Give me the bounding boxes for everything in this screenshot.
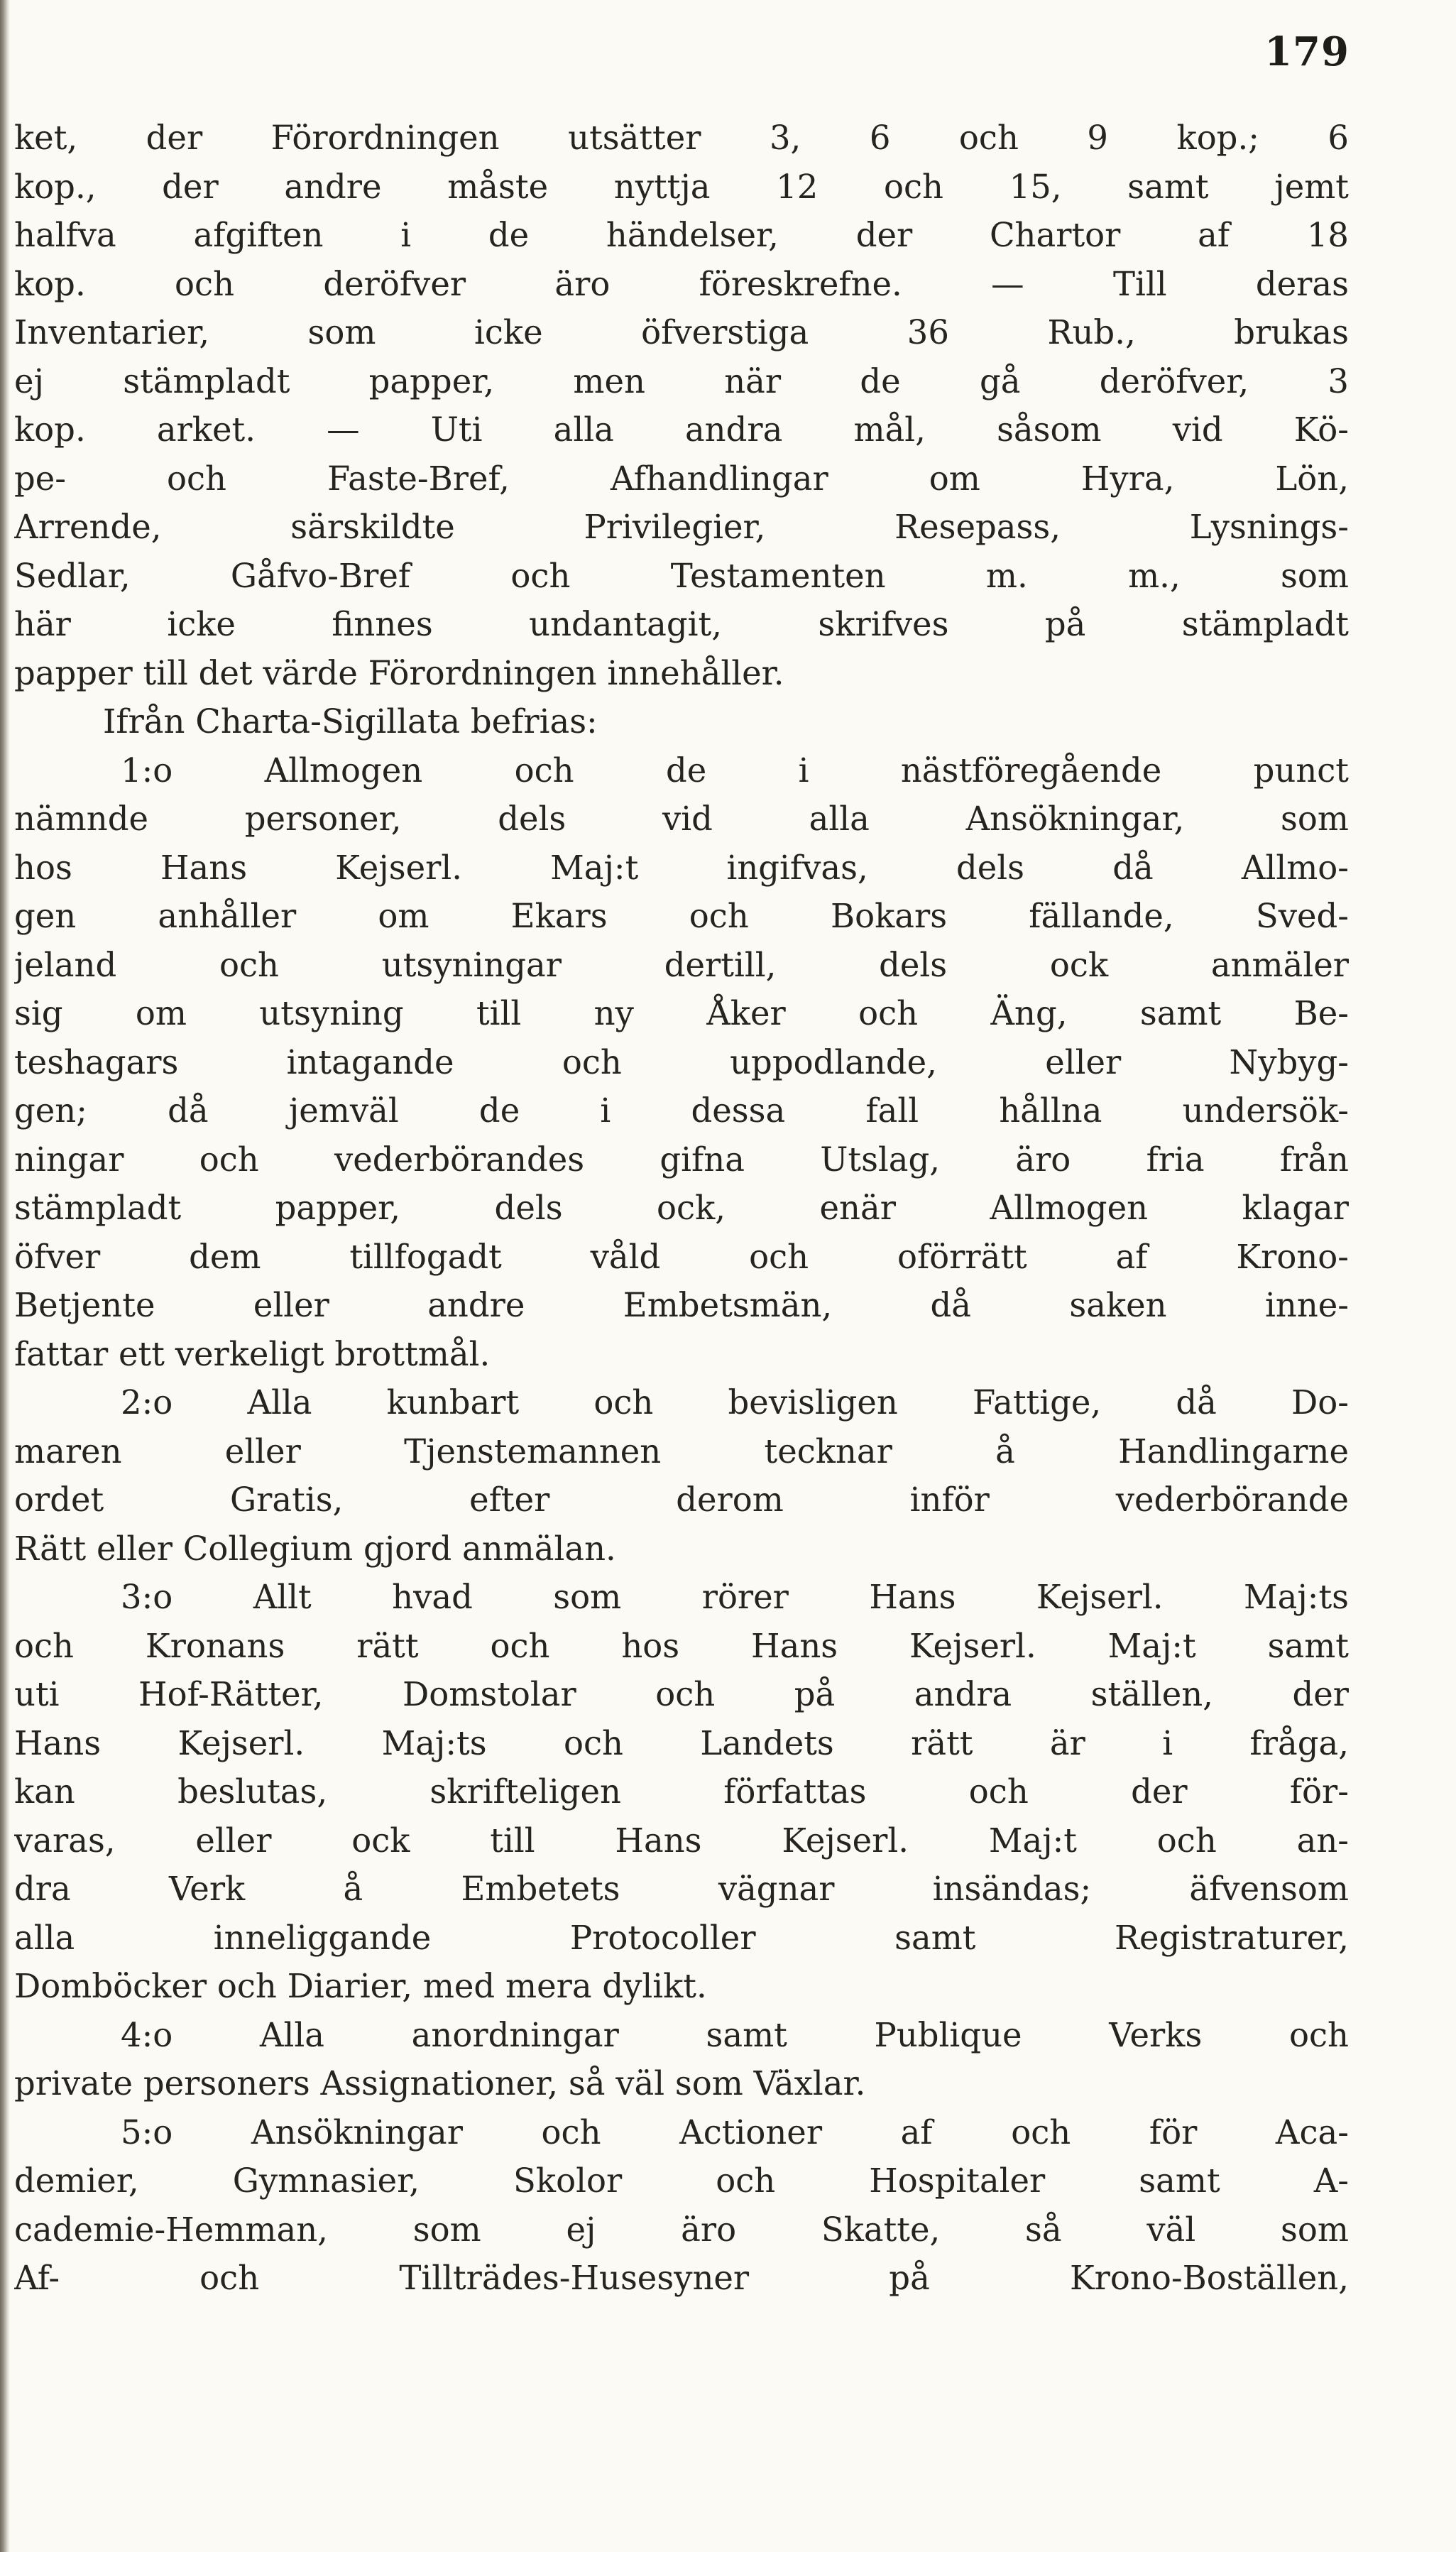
text-line: kop., der andre måste nyttja 12 och 15, samt jemt [14,167,1349,206]
text-line: private personers Assignationer, så väl som Växlar. [14,2064,866,2103]
text-line: gen; då jemväl de i dessa fall hållna undersök- [14,1091,1349,1130]
text-line: uti Hof-Rätter, Domstolar och på andra ställen, der [14,1675,1349,1713]
text-line: 1:o Allmogen och de i nästföregående punct [121,751,1349,790]
text-line: demier, Gymnasier, Skolor och Hospitaler samt A- [14,2161,1349,2200]
text-line: 3:o Allt hvad som rörer Hans Kejserl. Maj:ts [121,1578,1349,1616]
text-line: Arrende, särskildte Privilegier, Resepass, Lysnings- [14,508,1349,546]
text-line: dra Verk å Embetets vägnar insändas; äfvensom [14,1870,1349,1908]
text-line: Rätt eller Collegium gjord anmälan. [14,1529,616,1568]
text-line: Inventarier, som icke öfverstiga 36 Rub., brukas [14,313,1349,351]
text-line: ej stämpladt papper, men när de gå deröfver, 3 [14,361,1349,400]
text-line: 2:o Alla kunbart och bevisligen Fattige, då Do- [121,1383,1349,1422]
text-line: teshagars intagande och uppodlande, eller Nybyg- [14,1042,1349,1081]
page-number: 179 [1264,28,1350,75]
body-text [14,114,1349,2303]
text-line: halfva afgiften i de händelser, der Chartor af 18 [14,216,1349,254]
text-line: cademie-Hemman, som ej äro Skatte, så väl som [14,2210,1349,2249]
text-line: stämpladt papper, dels ock, enär Allmogen klagar [14,1189,1349,1227]
text-line: nämnde personer, dels vid alla Ansökningar, som [14,800,1349,838]
page-binding-edge [0,0,10,2552]
text-line: Domböcker och Diarier, med mera dylikt. [14,1967,707,2005]
text-line: Betjente eller andre Embetsmän, då saken inne- [14,1286,1349,1324]
text-line: 4:o Alla anordningar samt Publique Verks och [121,2015,1349,2054]
text-line: öfver dem tillfogadt våld och oförrätt af Krono- [14,1237,1349,1276]
text-line: varas, eller ock till Hans Kejserl. Maj:t och an- [14,1821,1349,1860]
text-line: här icke finnes undantagit, skrifves på stämpladt [14,605,1349,643]
text-line: kan beslutas, skrifteligen författas och der för- [14,1772,1349,1811]
text-line: maren eller Tjenstemannen tecknar å Handlingarne [14,1432,1349,1471]
text-line: Sedlar, Gåfvo-Bref och Testamenten m. m., som [14,556,1349,595]
text-line: ningar och vederbörandes gifna Utslag, äro fria från [14,1140,1349,1179]
text-line: hos Hans Kejserl. Maj:t ingifvas, dels då Allmo- [14,848,1349,887]
text-line: kop. och deröfver äro föreskrefne. — Till deras [14,264,1349,303]
text-line: alla inneliggande Protocoller samt Registraturer, [14,1918,1349,1957]
text-line: gen anhåller om Ekars och Bokars fällande, Sved- [14,897,1349,935]
text-line: papper till det värde Förordningen innehåller. [14,653,784,692]
text-line: jeland och utsyningar dertill, dels ock anmäler [14,945,1349,984]
text-line: Af- och Tillträdes-Husesyner på Krono-Boställen, [14,2259,1349,2297]
text-line: Hans Kejserl. Maj:ts och Landets rätt är i fråga, [14,1723,1349,1762]
text-line: 5:o Ansökningar och Actioner af och för Aca- [121,2112,1349,2152]
text-line: och Kronans rätt och hos Hans Kejserl. Maj:t samt [14,1626,1349,1665]
text-line: ket, der Förordningen utsätter 3, 6 och 9 kop.; 6 [14,119,1349,157]
text-line: kop. arket. — Uti alla andra mål, såsom vid Kö- [14,410,1349,449]
text-line: fattar ett verkeligt brottmål. [14,1334,491,1373]
section-heading: Ifrån Charta-Sigillata befrias: [103,702,598,741]
text-line: sig om utsyning till ny Åker och Äng, samt Be- [14,994,1349,1032]
text-line: pe- och Faste-Bref, Afhandlingar om Hyra, Lön, [14,459,1349,498]
text-line: ordet Gratis, efter derom inför vederbörande [14,1481,1349,1519]
